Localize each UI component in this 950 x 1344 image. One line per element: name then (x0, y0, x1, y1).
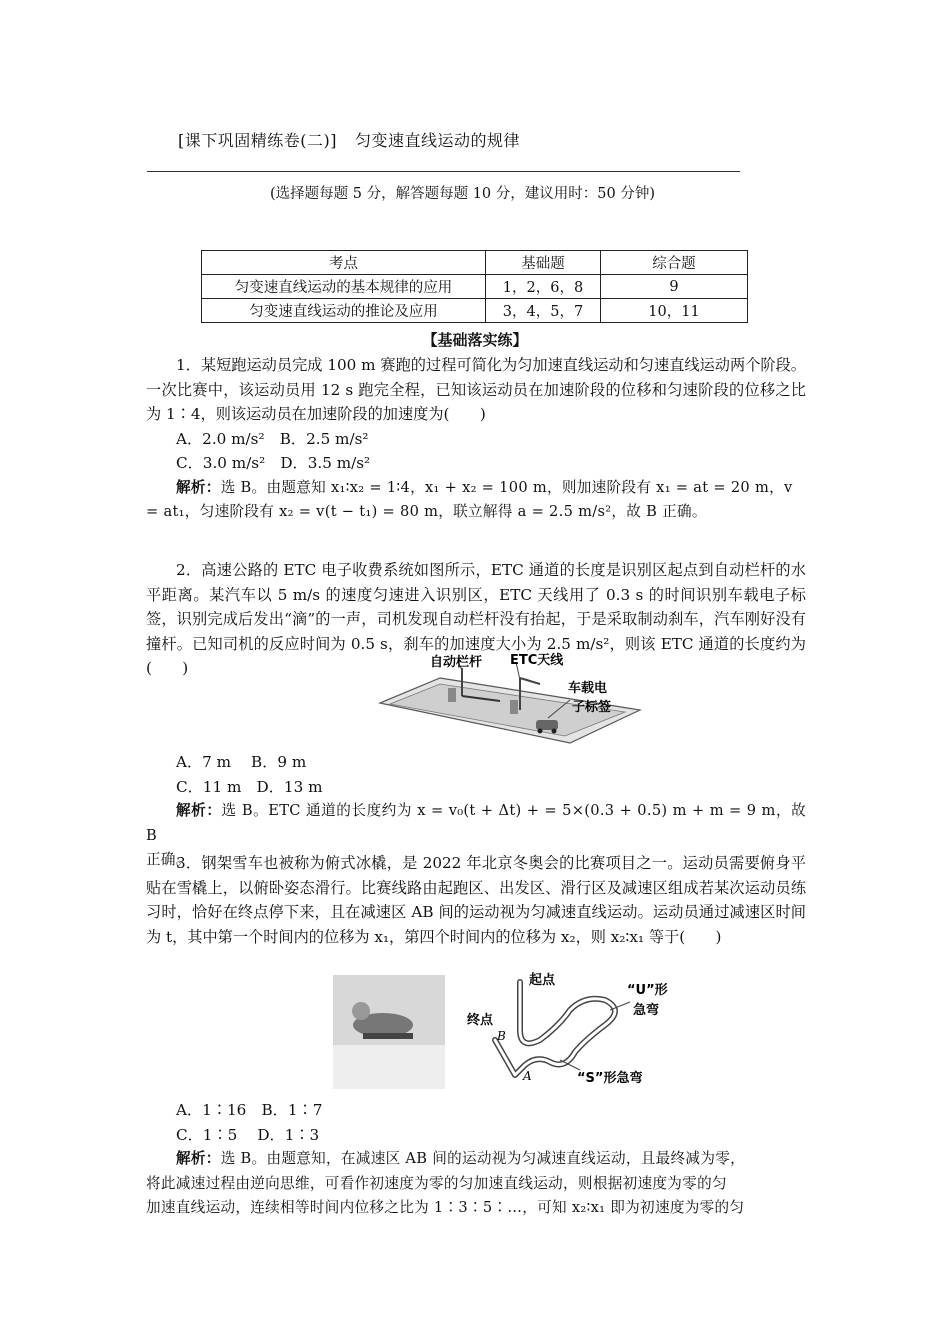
solution-text: 选 B。由题意知，在减速区 AB 间的运动视为匀减速直线运动，且最终减为零， (220, 1150, 745, 1167)
car-wheel (552, 729, 557, 734)
ice-track (333, 1045, 445, 1089)
title-code: [课下巩固精练卷(二)] (178, 131, 337, 150)
table-header: 基础题 (486, 251, 601, 275)
table-row (202, 299, 748, 323)
question-options-ab: A．7 m B．9 m (176, 753, 307, 771)
scoring-note: (选择题每题 5 分，解答题每题 10 分，建议用时：50 分钟) (270, 186, 655, 202)
question-options-ab: A．1∶16 B．1∶7 (176, 1101, 323, 1119)
question-3-options (146, 1098, 806, 1221)
toll-booth (510, 700, 518, 714)
question-options-ab: A．2.0 m/s² B．2.5 m/s² (176, 429, 369, 448)
label-point-b: B (497, 1029, 506, 1043)
solution-label: 解析： (176, 478, 221, 496)
table-row (202, 275, 748, 299)
label-u-turn: 急弯 (633, 1003, 660, 1018)
skeleton-sled-photo (333, 975, 445, 1089)
page-title (178, 128, 520, 151)
solution-line (146, 799, 806, 848)
label-u-turn: “U”形 (627, 983, 668, 998)
label-point-a: A (523, 1069, 532, 1083)
table-header-row (202, 251, 748, 275)
label-end: 终点 (467, 1013, 494, 1028)
solution-line (146, 1147, 806, 1172)
question-1 (146, 353, 806, 525)
table-header: 考点 (202, 251, 486, 275)
table-cell: 9 (601, 275, 748, 299)
solution-line: 正确。 (146, 851, 191, 868)
question-3 (146, 851, 806, 949)
section-heading: 【基础落实练】 (422, 331, 528, 349)
question-stem: 3．钢架雪车也被称为俯式冰橇，是 2022 年北京冬奥会的比赛项目之一。运动员需要俯身平贴在雪橇上，以俯卧姿态滑行。比赛线路由起跑区、出发区、滑行区及减速区组成若某次运动员练习时，恰好在终点停下来，且在减速区 AB 间的运动视为匀减速直线运动。运动员通过减速区时间为 t，其中第一个时间内的位移为 x₁，第四个时间内的位移为 x₂，则 x₂∶x₁ 等于( ) (146, 854, 806, 946)
solution-text: 选 B。ETC 通道的长度约为 x = v₀(t + Δt) + = 5×(0.3 + 0.5) m + m = 9 m，故 B (146, 802, 807, 844)
solution-line: 将此减速过程由逆向思维，可看作初速度为零的匀加速直线运动，则根据初速度为零的匀 (146, 1174, 727, 1192)
car (536, 720, 558, 730)
car-wheel (538, 729, 543, 734)
label-gate: 自动栏杆 (430, 655, 483, 670)
title-divider (147, 171, 740, 172)
question-options-cd: C．3.0 m/s² D．3.5 m/s² (176, 454, 371, 472)
antenna-arm (520, 678, 540, 684)
title-topic: 匀变速直线运动的规律 (354, 131, 520, 150)
table-cell: 匀变速直线运动的推论及应用 (202, 299, 486, 323)
solution-line (146, 476, 806, 501)
question-options-cd: C．1∶5 D．1∶3 (176, 1125, 320, 1144)
label-tag: 车载电 (568, 681, 608, 696)
athlete-helmet (352, 1002, 370, 1020)
solution-label: 解析： (176, 1150, 221, 1167)
track-diagram (465, 970, 695, 1090)
toll-booth (448, 688, 456, 702)
table-header: 综合题 (601, 251, 748, 275)
table-cell: 10，11 (601, 299, 748, 323)
solution-label: 解析： (176, 802, 222, 819)
label-tag: 子标签 (572, 700, 612, 715)
label-start: 起点 (529, 973, 556, 988)
label-antenna: ETC天线 (510, 653, 564, 668)
solution-line: = at₁，匀速阶段有 x₂ = v(t − t₁) = 80 m，联立解得 a = 2.5 m/s²，故 B 正确。 (146, 503, 707, 520)
table-cell: 1，2，6，8 (486, 275, 601, 299)
table-cell: 匀变速直线运动的基本规律的应用 (202, 275, 486, 299)
solution-line: 加速直线运动，连续相等时间内位移之比为 1∶3∶5∶…，可知 x₂∶x₁ 即为初速度为零的匀 (146, 1199, 745, 1216)
question-stem: 1．某短跑运动员完成 100 m 赛跑的过程可简化为匀加速直线运动和匀速直线运动两个阶段。一次比赛中，该运动员用 12 s 跑完全程，已知该运动员在加速阶段的位移和匀速阶段的位移之比为 1∶4，则该运动员在加速阶段的加速度为( ) (146, 356, 806, 423)
question-stem: 2．高速公路的 ETC 电子收费系统如图所示，ETC 通道的长度是识别区起点到自动栏杆的水平距离。某汽车以 5 m/s 的速度匀速进入识别区，ETC 天线用了 0.3 s 的时间识别车载电子标签，识别完成后发出“滴”的一声，司机发现自动栏杆没有抬起，于是采取制动刹车，汽车刚好没有撞杆。已知司机的反应时间为 0.5 s，刹车的加速度大小为 2.5 m/s²，则该 ETC 通道的长度约为( ) (146, 561, 806, 677)
topic-table (201, 250, 748, 323)
sled (363, 1033, 413, 1039)
question-options-cd: C．11 m D．13 m (176, 777, 323, 796)
label-s-turn: “S”形急弯 (577, 1071, 643, 1086)
table-cell: 3，4，5，7 (486, 299, 601, 323)
etc-lane-figure (370, 648, 650, 748)
solution-text: 选 B。由题意知 x₁∶x₂ = 1∶4，x₁ + x₂ = 100 m，则加速阶段有 x₁ = at = 20 m，v (220, 478, 793, 496)
